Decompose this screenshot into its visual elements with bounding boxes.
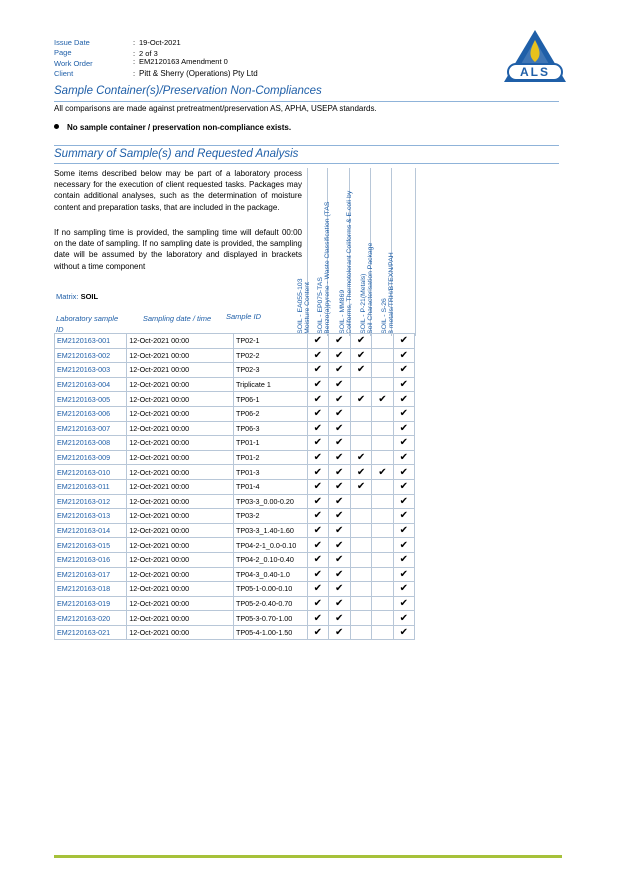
table-row	[55, 596, 415, 611]
analysis-check-cell	[350, 582, 371, 597]
lab-sample-id: EM2120163-011	[55, 479, 127, 494]
analysis-header-text	[297, 279, 312, 334]
lab-sample-id: EM2120163-017	[55, 567, 127, 582]
bullet-icon	[54, 124, 59, 129]
sample-table-body	[55, 334, 415, 640]
analysis-check-cell: ✔	[328, 377, 350, 392]
analysis-check-cell	[372, 509, 393, 524]
section-title-summary: Summary of Sample(s) and Requested Analysis	[54, 148, 299, 160]
analysis-check-cell	[350, 494, 371, 509]
analysis-check-cell: ✔	[393, 334, 414, 349]
table-row	[55, 509, 415, 524]
sampling-date: 12-Oct-2021 00:00	[127, 465, 234, 480]
analysis-check-cell: ✔	[308, 509, 328, 524]
sampling-date: 12-Oct-2021 00:00	[127, 523, 234, 538]
sample-id: TP03-3_1.40-1.60	[233, 523, 307, 538]
analysis-name: 8 metals/TRH/BTEXN/PAH	[388, 252, 396, 334]
analysis-check-cell: ✔	[328, 348, 350, 363]
analysis-check-cell	[372, 494, 393, 509]
als-logo	[502, 28, 568, 84]
table-row	[55, 363, 415, 378]
analysis-check-cell: ✔	[393, 465, 414, 480]
lab-sample-id: EM2120163-006	[55, 406, 127, 421]
analysis-check-cell: ✔	[393, 421, 414, 436]
lab-sample-id: EM2120163-007	[55, 421, 127, 436]
matrix-value: SOIL	[80, 292, 99, 301]
analysis-check-cell: ✔	[393, 596, 414, 611]
sampling-date: 12-Oct-2021 00:00	[127, 625, 234, 640]
analysis-check-cell: ✔	[308, 611, 328, 626]
lab-sample-id: EM2120163-016	[55, 552, 127, 567]
lab-sample-id: EM2120163-010	[55, 465, 127, 480]
analysis-header-text	[317, 202, 332, 334]
analysis-code: SOIL - EP075-TAS	[317, 277, 325, 334]
analysis-check-cell	[372, 567, 393, 582]
table-row	[55, 538, 415, 553]
analysis-check-cell: ✔	[308, 392, 328, 407]
table-row	[55, 567, 415, 582]
sampling-date: 12-Oct-2021 00:00	[127, 509, 234, 524]
summary-paragraph-1: Some items described below may be part of a laboratory process necessary for the execution of client requested tasks. Packages may contain additional analyses, such as the determination of moisture content and preparation tasks, that are included in the package.	[54, 169, 302, 212]
section-title-noncompliances: Sample Container(s)/Preservation Non-Compliances	[54, 85, 322, 97]
analysis-check-cell: ✔	[328, 567, 350, 582]
analysis-code: SOIL - S-26	[381, 298, 389, 334]
analysis-check-cell: ✔	[393, 509, 414, 524]
analysis-name: Soil Characterisation Package	[367, 242, 375, 334]
sampling-date: 12-Oct-2021 00:00	[127, 611, 234, 626]
analysis-check-cell: ✔	[308, 552, 328, 567]
work-order-label: Work Order	[54, 59, 93, 68]
lab-sample-id: EM2120163-012	[55, 494, 127, 509]
lab-sample-id: EM2120163-021	[55, 625, 127, 640]
analysis-check-cell: ✔	[393, 567, 414, 582]
analysis-check-cell	[372, 596, 393, 611]
analysis-header	[381, 168, 413, 336]
lab-sample-id: EM2120163-018	[55, 582, 127, 597]
analysis-check-cell: ✔	[308, 348, 328, 363]
analysis-header-text	[360, 243, 375, 334]
analysis-check-cell: ✔	[328, 406, 350, 421]
analysis-check-cell: ✔	[328, 596, 350, 611]
analysis-check-cell: ✔	[372, 392, 393, 407]
sampling-date: 12-Oct-2021 00:00	[127, 450, 234, 465]
table-row	[55, 348, 415, 363]
lab-sample-id: EM2120163-014	[55, 523, 127, 538]
sample-id: TP02-3	[233, 363, 307, 378]
analysis-check-cell	[372, 363, 393, 378]
sampling-date: 12-Oct-2021 00:00	[127, 363, 234, 378]
analysis-code: SOIL - P-21(Metals)	[360, 273, 368, 334]
analysis-check-cell: ✔	[308, 625, 328, 640]
analysis-check-cell: ✔	[350, 348, 371, 363]
analysis-name: Coliforms, Thermotolerant Coliforms & E.coli by	[346, 190, 354, 334]
analysis-check-cell	[350, 523, 371, 538]
analysis-check-cell: ✔	[328, 334, 350, 349]
sampling-date: 12-Oct-2021 00:00	[127, 334, 234, 349]
lab-sample-id: EM2120163-020	[55, 611, 127, 626]
analysis-check-cell: ✔	[308, 363, 328, 378]
col-header-sample-id: Sample ID	[226, 312, 262, 321]
sample-id: TP06-1	[233, 392, 307, 407]
analysis-check-cell: ✔	[372, 465, 393, 480]
col-header-lab-id: Laboratory sample ID	[56, 314, 119, 334]
sample-id: Triplicate 1	[233, 377, 307, 392]
analysis-check-cell: ✔	[308, 334, 328, 349]
sampling-date: 12-Oct-2021 00:00	[127, 582, 234, 597]
analysis-check-cell: ✔	[308, 465, 328, 480]
table-row	[55, 392, 415, 407]
section-divider	[54, 145, 559, 146]
matrix-line	[56, 292, 98, 301]
issue-date-value: 19-Oct-2021	[139, 38, 181, 47]
analysis-header-text	[381, 253, 396, 334]
sampling-date: 12-Oct-2021 00:00	[127, 552, 234, 567]
lab-sample-id: EM2120163-013	[55, 509, 127, 524]
analysis-check-cell: ✔	[308, 523, 328, 538]
analysis-check-cell: ✔	[350, 450, 371, 465]
analysis-check-cell: ✔	[393, 363, 414, 378]
analysis-check-cell: ✔	[328, 494, 350, 509]
analysis-check-cell: ✔	[350, 465, 371, 480]
sample-id: TP02-2	[233, 348, 307, 363]
table-row	[55, 582, 415, 597]
table-row	[55, 465, 415, 480]
analysis-code: SOIL - MM869	[339, 290, 347, 334]
analysis-check-cell: ✔	[308, 567, 328, 582]
analysis-check-cell	[350, 625, 371, 640]
analysis-check-cell: ✔	[308, 596, 328, 611]
issue-date-label: Issue Date	[54, 38, 90, 47]
analysis-check-cell	[372, 450, 393, 465]
work-order-value: EM2120163 Amendment 0	[139, 57, 228, 66]
sampling-date: 12-Oct-2021 00:00	[127, 348, 234, 363]
analysis-check-cell	[372, 479, 393, 494]
analysis-check-cell	[350, 436, 371, 451]
analysis-check-cell: ✔	[308, 479, 328, 494]
analysis-check-cell: ✔	[308, 421, 328, 436]
analysis-check-cell: ✔	[328, 392, 350, 407]
analysis-check-cell: ✔	[328, 421, 350, 436]
sample-id: TP05-3-0.70-1.00	[233, 611, 307, 626]
table-row	[55, 421, 415, 436]
sample-table	[54, 333, 415, 640]
sampling-date: 12-Oct-2021 00:00	[127, 406, 234, 421]
analysis-headers	[297, 168, 416, 336]
analysis-check-cell	[372, 538, 393, 553]
analysis-check-cell: ✔	[328, 509, 350, 524]
analysis-check-cell	[372, 611, 393, 626]
analysis-check-cell	[372, 377, 393, 392]
analysis-check-cell	[372, 334, 393, 349]
analysis-check-cell: ✔	[350, 479, 371, 494]
client-label: Client	[54, 69, 74, 78]
analysis-header-text	[339, 191, 354, 334]
analysis-check-cell: ✔	[308, 494, 328, 509]
sample-id: TP04-2-1_0.0-0.10	[233, 538, 307, 553]
table-row	[55, 334, 415, 349]
sampling-date: 12-Oct-2021 00:00	[127, 392, 234, 407]
table-row	[55, 450, 415, 465]
sample-id: TP05-2-0.40-0.70	[233, 596, 307, 611]
lab-sample-id: EM2120163-015	[55, 538, 127, 553]
analysis-check-cell	[350, 552, 371, 567]
table-row	[55, 479, 415, 494]
analysis-check-cell: ✔	[328, 465, 350, 480]
sampling-date: 12-Oct-2021 00:00	[127, 377, 234, 392]
analysis-check-cell: ✔	[350, 392, 371, 407]
sampling-date: 12-Oct-2021 00:00	[127, 421, 234, 436]
analysis-check-cell: ✔	[393, 611, 414, 626]
analysis-check-cell: ✔	[393, 450, 414, 465]
analysis-check-cell: ✔	[393, 406, 414, 421]
comparison-note: All comparisons are made against pretreatment/preservation AS, APHA, USEPA standards.	[54, 104, 377, 113]
footer-rule	[54, 855, 562, 858]
sample-id: TP05-4-1.00-1.50	[233, 625, 307, 640]
analysis-check-cell: ✔	[328, 611, 350, 626]
section-divider	[54, 163, 559, 164]
client-value: Pitt & Sherry (Operations) Pty Ltd	[139, 69, 258, 78]
table-row	[55, 552, 415, 567]
analysis-check-cell	[350, 406, 371, 421]
analysis-check-cell	[372, 625, 393, 640]
sample-id: TP05-1-0.00-0.10	[233, 582, 307, 597]
sample-id: TP03-2	[233, 509, 307, 524]
table-row	[55, 436, 415, 451]
analysis-check-cell	[372, 421, 393, 436]
analysis-check-cell	[372, 552, 393, 567]
lab-sample-id: EM2120163-008	[55, 436, 127, 451]
analysis-check-cell	[350, 611, 371, 626]
analysis-check-cell	[350, 596, 371, 611]
sample-id: TP06-2	[233, 406, 307, 421]
analysis-name: Benzo(a)pyrene - Waste Classification (TAS	[324, 201, 332, 334]
page-label: Page	[54, 48, 72, 57]
analysis-check-cell: ✔	[328, 363, 350, 378]
logo-text: ALS	[520, 65, 550, 79]
analysis-check-cell	[350, 421, 371, 436]
sampling-date: 12-Oct-2021 00:00	[127, 538, 234, 553]
analysis-check-cell: ✔	[328, 450, 350, 465]
sample-id: TP06-3	[233, 421, 307, 436]
analysis-check-cell: ✔	[328, 523, 350, 538]
analysis-check-cell: ✔	[393, 523, 414, 538]
sample-id: TP01-1	[233, 436, 307, 451]
lab-sample-id: EM2120163-001	[55, 334, 127, 349]
analysis-check-cell	[350, 377, 371, 392]
analysis-check-cell: ✔	[350, 334, 371, 349]
analysis-check-cell: ✔	[350, 363, 371, 378]
analysis-check-cell	[372, 582, 393, 597]
analysis-check-cell: ✔	[393, 348, 414, 363]
analysis-check-cell: ✔	[393, 582, 414, 597]
analysis-check-cell: ✔	[328, 625, 350, 640]
sample-id: TP04-3_0.40-1.0	[233, 567, 307, 582]
analysis-check-cell: ✔	[308, 436, 328, 451]
sample-id: TP03-3_0.00-0.20	[233, 494, 307, 509]
analysis-check-cell: ✔	[328, 582, 350, 597]
lab-sample-id: EM2120163-019	[55, 596, 127, 611]
analysis-check-cell: ✔	[308, 582, 328, 597]
summary-paragraph-2: If no sampling time is provided, the sampling time will default 00:00 on the date of sampling. If no sampling date is provided, the sampling date will be assumed by the laboratory and displayed in brackets without a time component	[54, 228, 302, 271]
analysis-check-cell: ✔	[308, 538, 328, 553]
table-row	[55, 494, 415, 509]
analysis-check-cell: ✔	[393, 436, 414, 451]
analysis-check-cell: ✔	[308, 450, 328, 465]
sampling-date: 12-Oct-2021 00:00	[127, 436, 234, 451]
sampling-date: 12-Oct-2021 00:00	[127, 567, 234, 582]
col-header-date: Sampling date / time	[142, 314, 212, 323]
lab-sample-id: EM2120163-002	[55, 348, 127, 363]
sample-id: TP01-2	[233, 450, 307, 465]
table-row	[55, 523, 415, 538]
analysis-check-cell	[372, 436, 393, 451]
analysis-check-cell	[350, 509, 371, 524]
lab-sample-id: EM2120163-009	[55, 450, 127, 465]
analysis-check-cell: ✔	[393, 538, 414, 553]
analysis-check-cell: ✔	[393, 552, 414, 567]
bullet-text: No sample container / preservation non-compliance exists.	[67, 123, 292, 132]
sample-id: TP01-4	[233, 479, 307, 494]
analysis-check-cell: ✔	[328, 436, 350, 451]
sample-id: TP02-1	[233, 334, 307, 349]
analysis-check-cell: ✔	[308, 377, 328, 392]
sampling-date: 12-Oct-2021 00:00	[127, 494, 234, 509]
page-value: 2 of 3	[139, 49, 158, 58]
sample-id: TP04-2_0.10-0.40	[233, 552, 307, 567]
sample-id: TP01-3	[233, 465, 307, 480]
lab-sample-id: EM2120163-003	[55, 363, 127, 378]
analysis-check-cell	[372, 406, 393, 421]
table-row	[55, 377, 415, 392]
lab-sample-id: EM2120163-004	[55, 377, 127, 392]
analysis-check-cell: ✔	[393, 494, 414, 509]
noncompliance-bullet	[54, 123, 291, 132]
analysis-check-cell: ✔	[328, 538, 350, 553]
analysis-check-cell	[372, 523, 393, 538]
section-divider	[54, 101, 559, 102]
analysis-code: SOIL - EA055-103	[297, 278, 305, 334]
analysis-check-cell	[350, 538, 371, 553]
table-row	[55, 406, 415, 421]
lab-sample-id: EM2120163-005	[55, 392, 127, 407]
analysis-check-cell: ✔	[393, 625, 414, 640]
matrix-label: Matrix:	[56, 292, 79, 301]
analysis-check-cell	[372, 348, 393, 363]
analysis-name: Moisture Content	[304, 282, 312, 334]
analysis-check-cell: ✔	[393, 377, 414, 392]
analysis-check-cell: ✔	[308, 406, 328, 421]
sampling-date: 12-Oct-2021 00:00	[127, 596, 234, 611]
analysis-check-cell: ✔	[328, 552, 350, 567]
table-row	[55, 625, 415, 640]
analysis-check-cell: ✔	[393, 392, 414, 407]
analysis-check-cell: ✔	[328, 479, 350, 494]
table-row	[55, 611, 415, 626]
sampling-date: 12-Oct-2021 00:00	[127, 479, 234, 494]
analysis-check-cell: ✔	[393, 479, 414, 494]
analysis-check-cell	[350, 567, 371, 582]
